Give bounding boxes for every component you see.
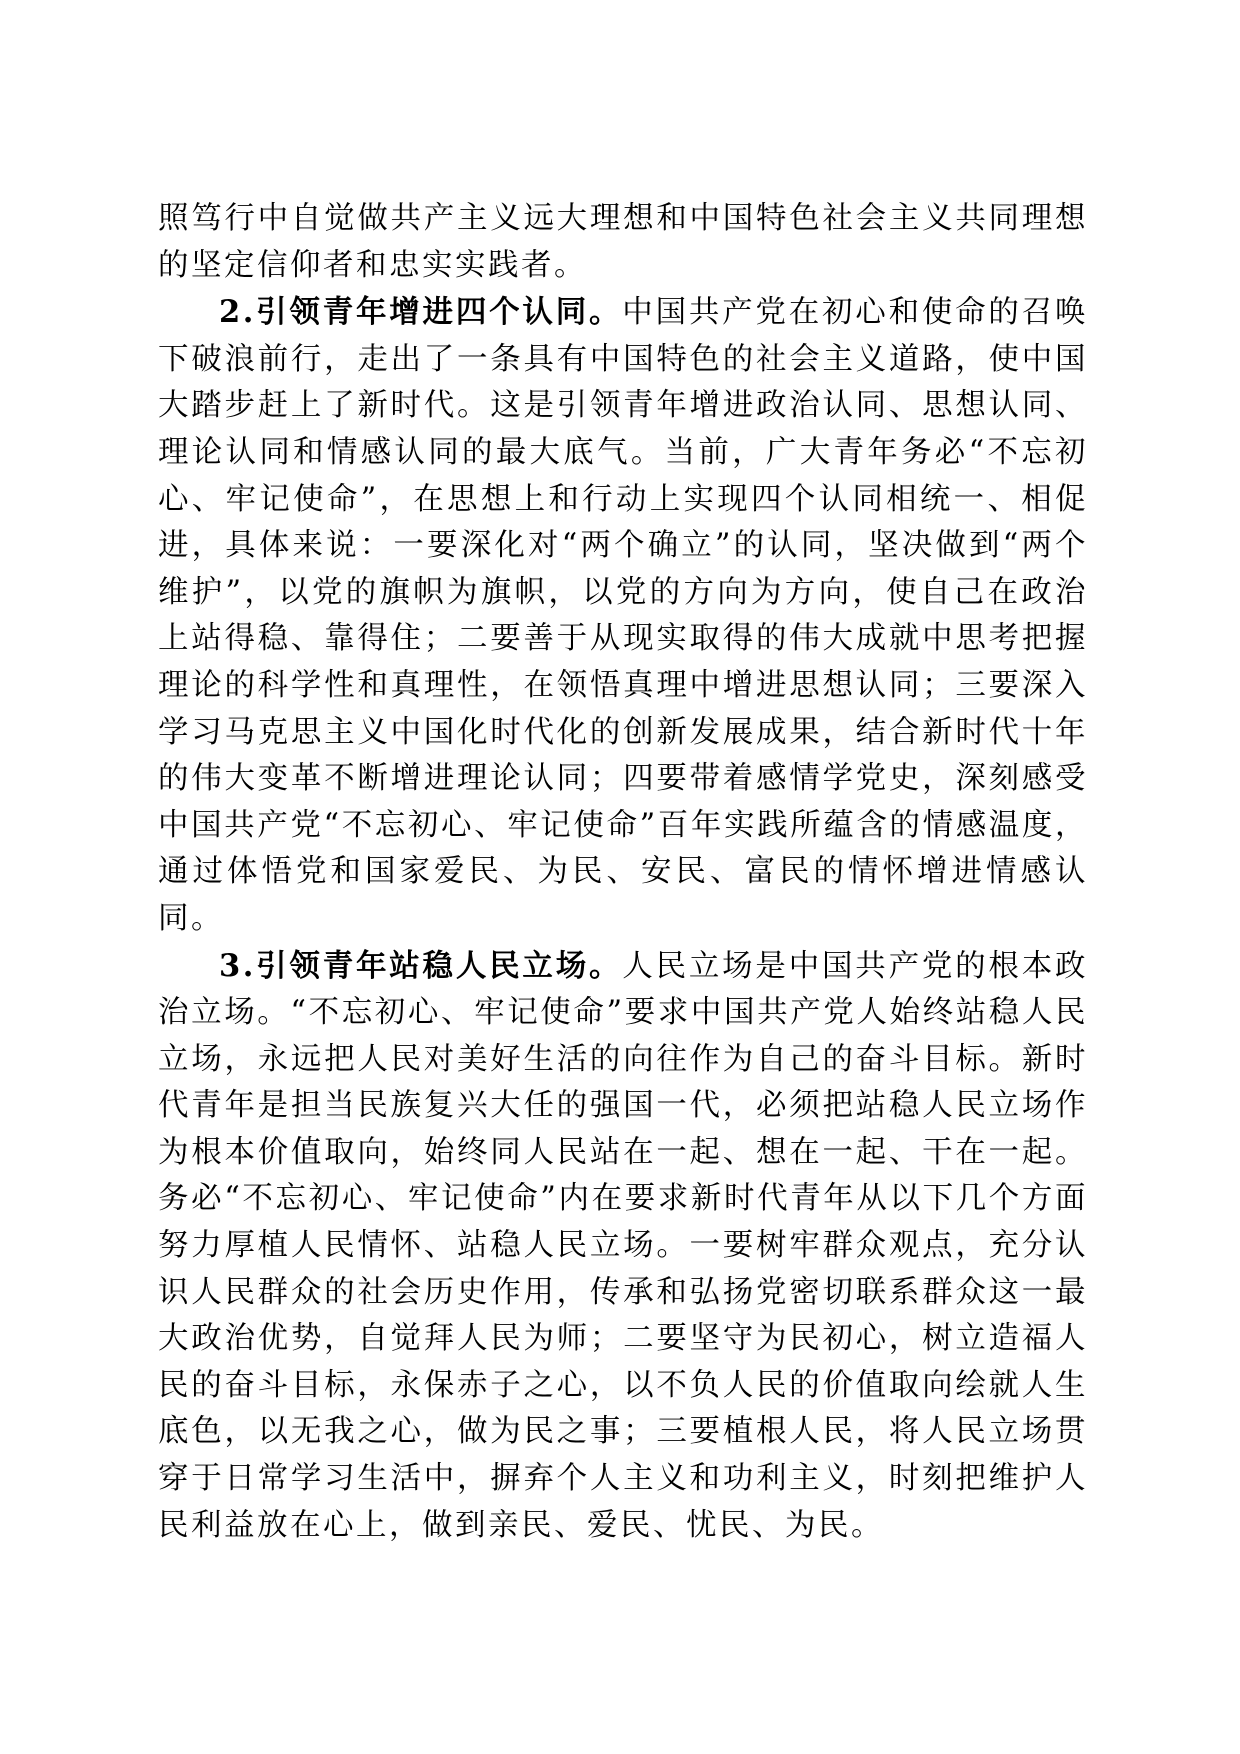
- paragraph-people-stance: [158, 943, 1088, 1550]
- paragraph-1-text: 照笃行中自觉做共产主义远大理想和中国特色社会主义共同理想的坚定信仰者和忠实实践者。: [158, 201, 1088, 283]
- document-body: [158, 196, 1088, 1549]
- paragraph-continuation: [158, 196, 1088, 289]
- paragraph-four-identities: [158, 289, 1088, 942]
- paragraph-3-heading: 3.引领青年站稳人民立场。: [219, 947, 623, 984]
- paragraph-2-heading: 2.引领青年增进四个认同。: [219, 294, 623, 331]
- paragraph-3-text: 人民立场是中国共产党的根本政治立场。“不忘初心、牢记使命”要求中国共产党人始终站稳人民立场，永远把人民对美好生活的向往作为自己的奋斗目标。新时代青年是担当民族复兴大任的强国一代，必须把站稳人民立场作为根本价值取向，始终同人民站在一起、想在一起、干在一起。务必“不忘初心、牢记使命”内在要求新时代青年从以下几个方面努力厚植人民情怀、站稳人民立场。一要树牢群众观点，充分认识人民群众的社会历史作用，传承和弘扬党密切联系群众这一最大政治优势，自觉拜人民为师；二要坚守为民初心，树立造福人民的奋斗目标，永保赤子之心，以不负人民的价值取向绘就人生底色，以无我之心，做为民之事；三要植根人民，将人民立场贯穿于日常学习生活中，摒弃个人主义和功利主义，时刻把维护人民利益放在心上，做到亲民、爱民、忧民、为民。: [158, 948, 1089, 1543]
- paragraph-2-text: 中国共产党在初心和使命的召唤下破浪前行，走出了一条具有中国特色的社会主义道路，使中国大踏步赶上了新时代。这是引领青年增进政治认同、思想认同、理论认同和情感认同的最大底气。当前，广大青年务必“不忘初心、牢记使命”，在思想上和行动上实现四个认同相统一、相促进，具体来说：一要深化对“两个确立”的认同，坚决做到“两个维护”，以党的旗帜为旗帜，以党的方向为方向，使自己在政治上站得稳、靠得住；二要善于从现实取得的伟大成就中思考把握理论的科学性和真理性，在领悟真理中增进思想认同；三要深入学习马克思主义中国化时代化的创新发展成果，结合新时代十年的伟大变革不断增进理论认同；四要带着感情学党史，深刻感受中国共产党“不忘初心、牢记使命”百年实践所蕴含的情感温度，通过体悟党和国家爱民、为民、安民、富民的情怀增进情感认同。: [158, 295, 1089, 936]
